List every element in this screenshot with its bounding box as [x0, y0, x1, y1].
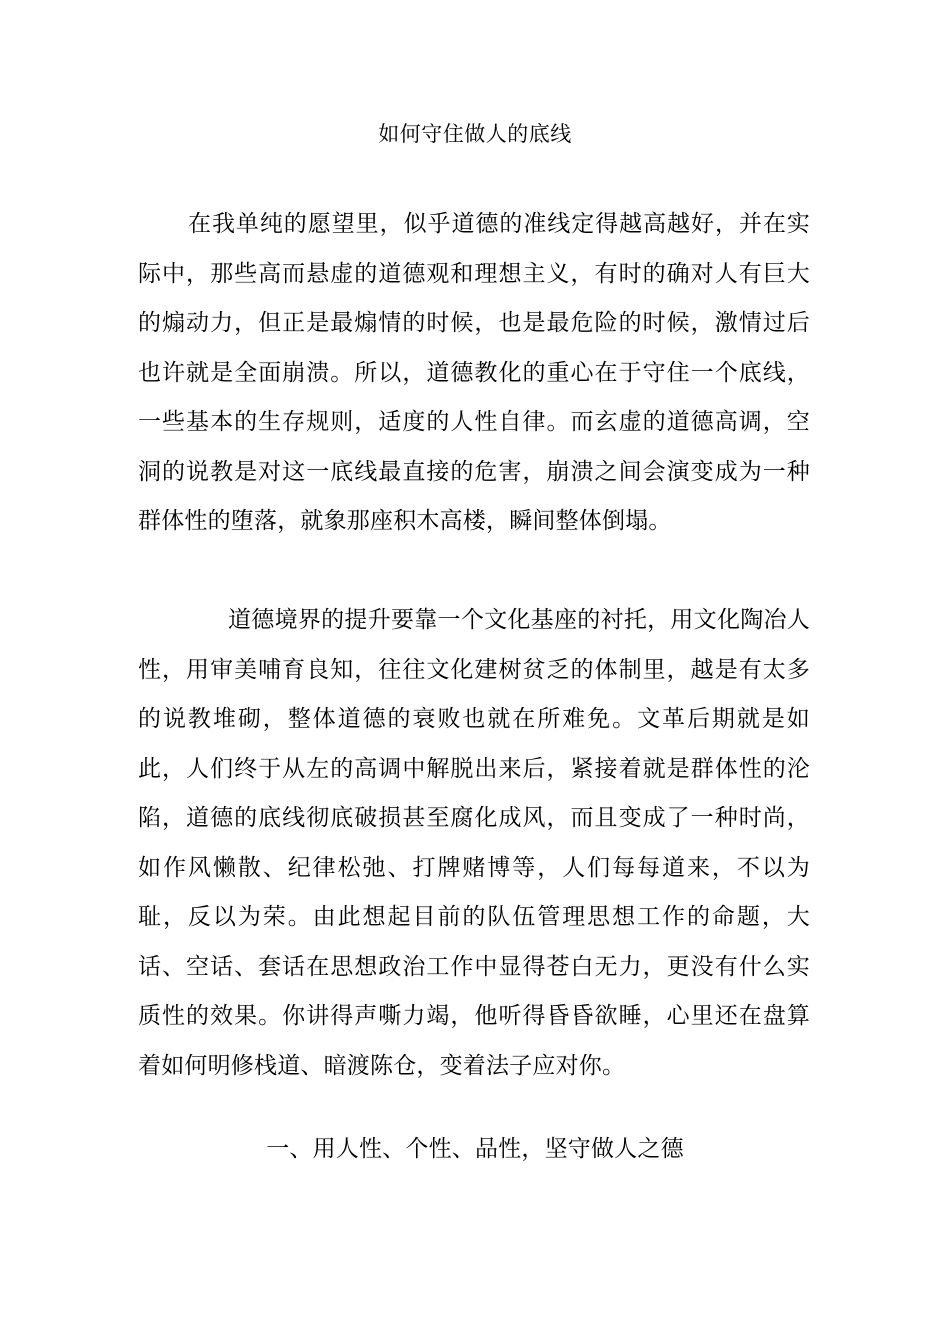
section-heading: 一、用人性、个性、品性，坚守做人之德 — [266, 1136, 684, 1162]
body-paragraph-2: 道德境界的提升要靠一个文化基座的衬托，用文化陶冶人性，用审美哺育良知，往往文化建树贫乏的体制里，越是有太多的说教堆砌，整体道德的衰败也就在所难免。文革后期就是如此，人们终于从左的高调中解脱出来后，紧接着就是群体性的沦陷，道德的底线彻底破损甚至腐化成风，而且变成了一种时尚，如作风懒散、纪律松弛、打牌赌博等，人们每每道来，不以为耻，反以为荣。由此想起目前的队伍管理思想工作的命题，大话、空话、套话在思想政治工作中显得苍白无力，更没有什么实质性的效果。你讲得声嘶力竭，他听得昏昏欲睡，心里还在盘算着如何明修栈道、暗渡陈仓，变着法子应对你。 — [138, 607, 810, 1079]
document-title: 如何守住做人的底线 — [378, 122, 572, 146]
body-paragraph-1: 在我单纯的愿望里，似乎道德的准线定得越高越好，并在实际中，那些高而悬虚的道德观和理想主义，有时的确对人有巨大的煽动力，但正是最煽情的时候，也是最危险的时候，激情过后也许就是全面崩溃。所以，道德教化的重心在于守住一个底线，一些基本的生存规则，适度的人性自律。而玄虚的道德高调，空洞的说教是对这一底线最直接的危害，崩溃之间会演变成为一种群体性的堕落，就象那座积木高楼，瞬间整体倒塌。 — [138, 211, 810, 534]
